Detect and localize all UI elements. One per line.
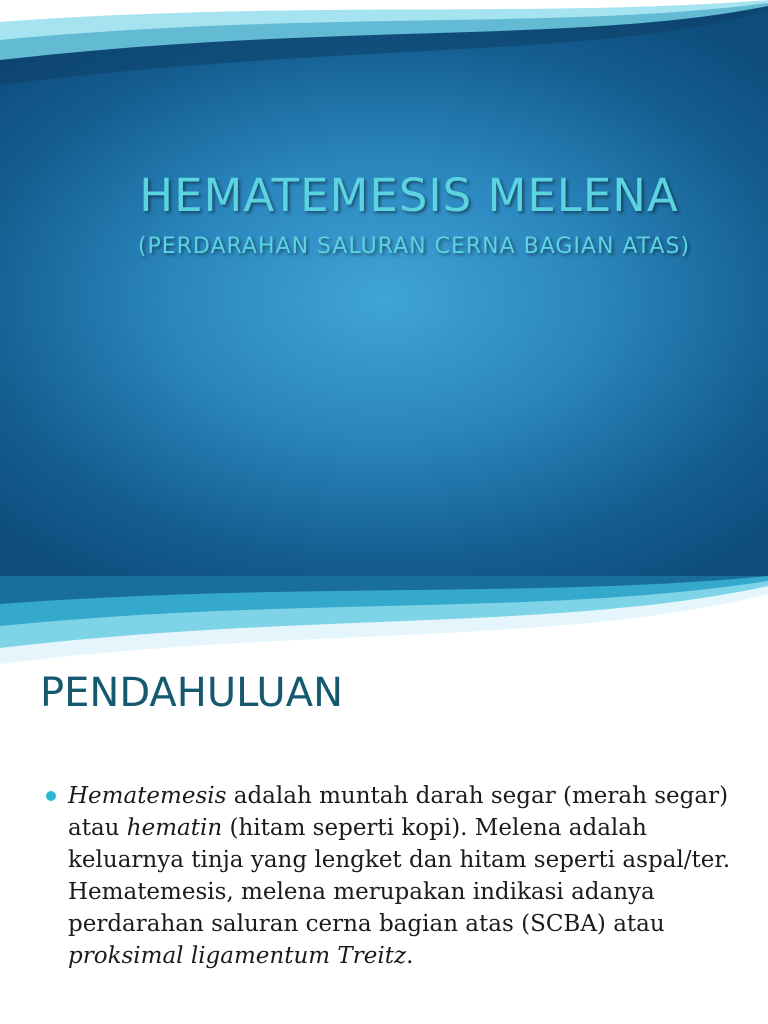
title-block	[0, 160, 768, 262]
paragraph-text: (hitam seperti kopi). Melena adalah keluarnya tinja yang lengket dan hitam seperti aspal/ter. Hematemesis, melena merupakan indikasi adanya perdarahan saluran cerna bagian atas (SCBA) atau	[68, 815, 731, 937]
paragraph-text: adalah muntah darah segar (merah segar) atau	[68, 783, 729, 841]
paragraph-text: .	[406, 943, 414, 969]
section-heading: PENDAHULUAN	[40, 670, 343, 716]
content-slide	[0, 576, 768, 1024]
bullet-list	[46, 780, 736, 972]
term-hematin: hematin	[126, 815, 223, 841]
term-hematemesis: Hematemesis	[68, 783, 227, 809]
slide-title: HEMATEMESIS MELENA	[139, 169, 679, 222]
top-wave-decoration	[0, 0, 768, 90]
bullet-icon	[46, 791, 56, 801]
slide-subtitle: (PERDARAHAN SALURAN CERNA BAGIAN ATAS)	[137, 234, 691, 259]
term-treitz: proksimal ligamentum Treitz	[68, 943, 407, 969]
top-wave-decoration	[0, 576, 768, 666]
list-item	[46, 780, 736, 972]
